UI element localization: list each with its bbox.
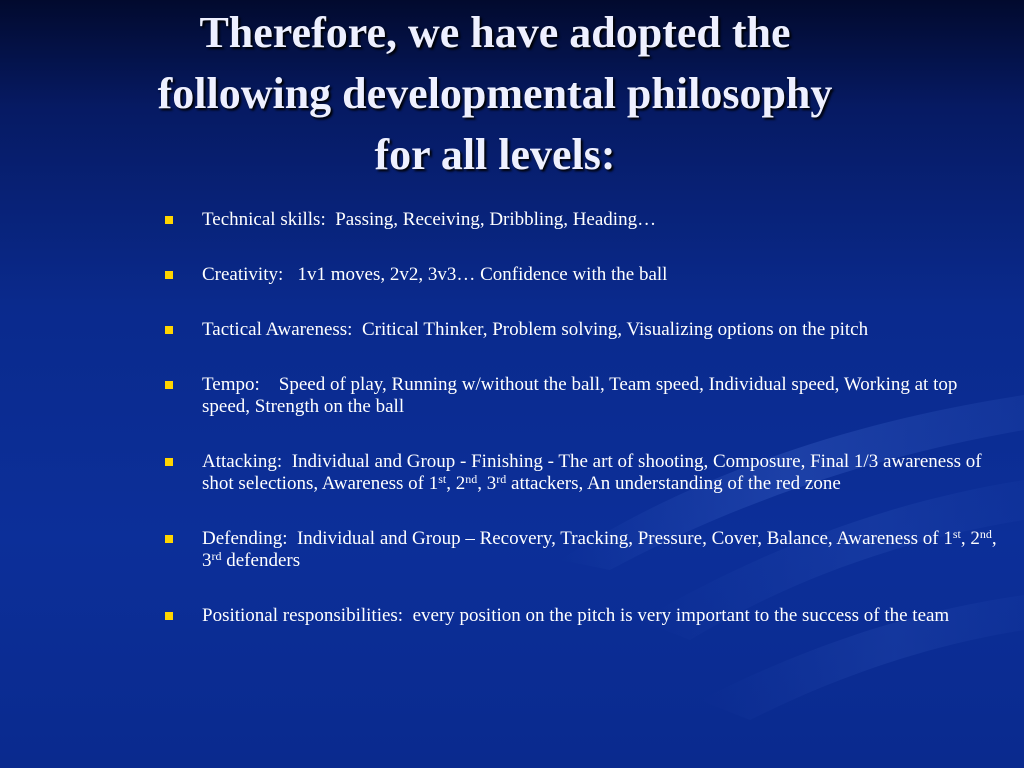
bullet-text bbox=[202, 319, 868, 340]
bullet-label: Technical skills: bbox=[202, 209, 326, 230]
ordinal-suffix: rd bbox=[496, 472, 507, 486]
bullet-body: every position on the pitch is very important to the success of the team bbox=[412, 605, 950, 626]
square-bullet-icon bbox=[165, 535, 173, 543]
bullet-text bbox=[202, 209, 656, 230]
bullet-creativity bbox=[165, 264, 1005, 286]
bullet-text bbox=[202, 374, 957, 417]
square-bullet-icon bbox=[165, 458, 173, 466]
square-bullet-icon bbox=[165, 612, 173, 620]
square-bullet-icon bbox=[165, 271, 173, 279]
square-bullet-icon bbox=[165, 326, 173, 334]
bullet-label: Defending: bbox=[202, 528, 288, 549]
bullet-attacking bbox=[165, 451, 1005, 495]
ordinal-suffix: nd bbox=[979, 527, 992, 541]
title-line-1: Therefore, we have adopted the bbox=[199, 8, 791, 57]
bullet-label: Attacking: bbox=[202, 451, 283, 472]
bullet-text bbox=[202, 264, 667, 285]
slide-title bbox=[60, 2, 930, 185]
ordinal-suffix: nd bbox=[465, 472, 478, 486]
bullet-tactical-awareness bbox=[165, 319, 1005, 341]
bullet-technical-skills bbox=[165, 209, 1005, 231]
bullet-body-mid: , 2 bbox=[446, 473, 466, 494]
bullet-tempo bbox=[165, 374, 1005, 418]
ordinal-suffix: st bbox=[438, 472, 447, 486]
bullet-body-a: Individual and Group - Finishing - The art of shooting, Composure, Final 1/3 awareness of shot selections, Awareness of 1 bbox=[202, 451, 982, 494]
bullet-label: Tactical Awareness: bbox=[202, 319, 353, 340]
bullet-list bbox=[165, 209, 1005, 660]
bullet-body: Speed of play, Running w/without the ball, Team speed, Individual speed, Working at top speed, Strength on the ball bbox=[202, 374, 958, 417]
title-line-3: for all levels: bbox=[374, 130, 616, 179]
bullet-body-mid: , 2 bbox=[960, 528, 980, 549]
bullet-body: 1v1 moves, 2v2, 3v3… Confidence with the ball bbox=[297, 264, 668, 285]
bullet-body-a: Individual and Group – Recovery, Tracking, Pressure, Cover, Balance, Awareness of 1 bbox=[296, 528, 953, 549]
bullet-label: Positional responsibilities: bbox=[202, 605, 404, 626]
bullet-text bbox=[202, 451, 982, 494]
bullet-body: Critical Thinker, Problem solving, Visualizing options on the pitch bbox=[361, 319, 869, 340]
bullet-label: Tempo: bbox=[202, 374, 260, 395]
title-line-2: following developmental philosophy bbox=[157, 69, 833, 118]
square-bullet-icon bbox=[165, 381, 173, 389]
square-bullet-icon bbox=[165, 216, 173, 224]
ordinal-suffix: rd bbox=[211, 549, 222, 563]
bullet-positional-responsibilities bbox=[165, 605, 1005, 627]
bullet-body-mid: , 3 bbox=[477, 473, 497, 494]
bullet-body-b: defenders bbox=[221, 550, 301, 571]
bullet-text bbox=[202, 605, 949, 626]
bullet-body-mid: , 3 bbox=[202, 528, 997, 571]
bullet-body-b: attackers, An understanding of the red zone bbox=[506, 473, 841, 494]
ordinal-suffix: st bbox=[952, 527, 961, 541]
bullet-body: Passing, Receiving, Dribbling, Heading… bbox=[335, 209, 657, 230]
bullet-text bbox=[202, 528, 997, 571]
bullet-label: Creativity: bbox=[202, 264, 284, 285]
bullet-defending bbox=[165, 528, 1005, 572]
